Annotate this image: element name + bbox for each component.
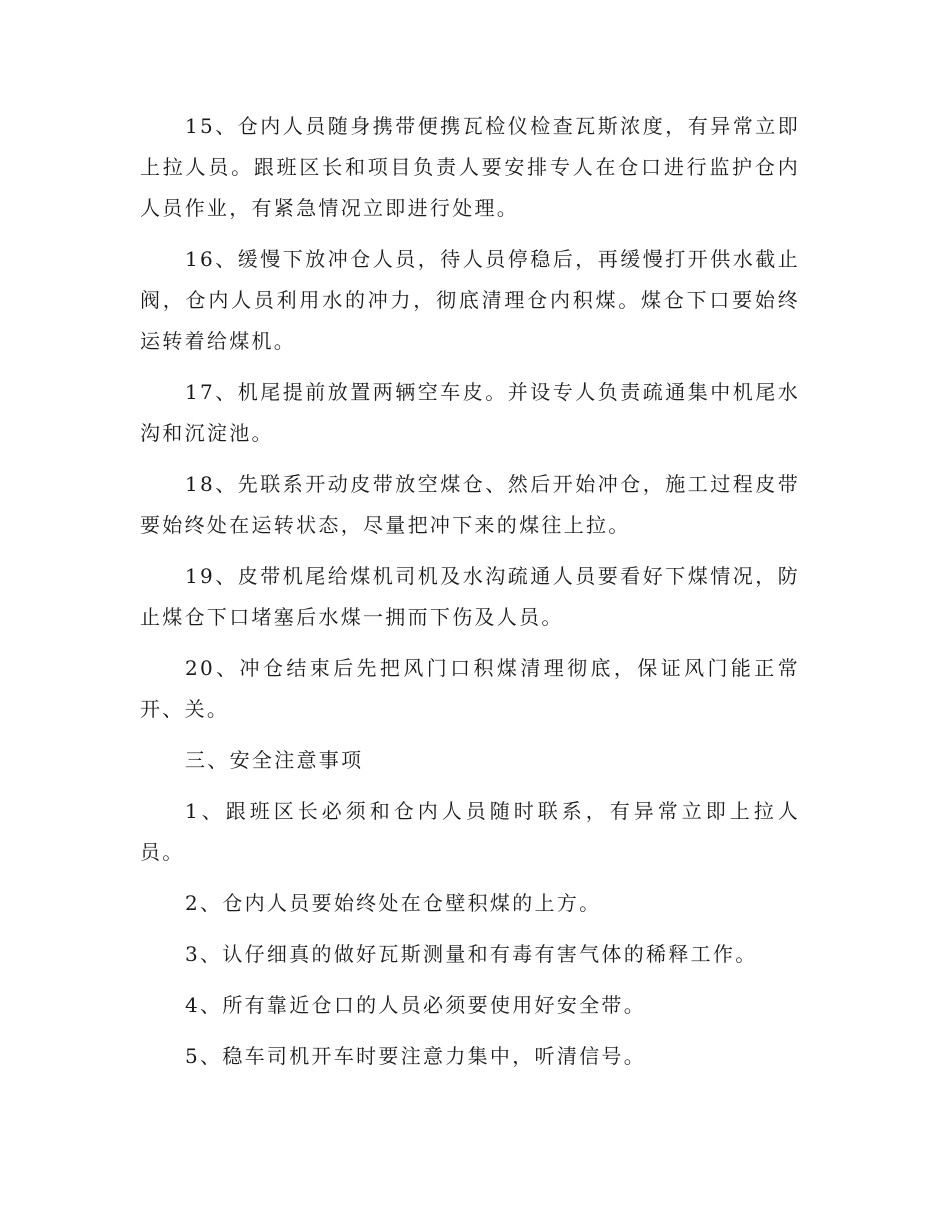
paragraph-item-15: 15、仓内人员随身携带便携瓦检仪检查瓦斯浓度，有异常立即上拉人员。跟班区长和项目负责人要安排专人在仓口进行监护仓内人员作业，有紧急情况立即进行处理。 xyxy=(140,114,800,220)
safety-item-4: 4、所有靠近仓口的人员必须要使用好安全带。 xyxy=(185,993,647,1017)
paragraph-item-19: 19、皮带机尾给煤机司机及水沟疏通人员要看好下煤情况，防止煤仓下口堵塞后水煤一拥而下伤及人员。 xyxy=(140,564,800,629)
safety-item-5: 5、稳车司机开车时要注意力集中，听清信号。 xyxy=(185,1044,647,1068)
safety-item-2: 2、仓内人员要始终处在仓壁积煤的上方。 xyxy=(185,891,602,915)
safety-item-1: 1、跟班区长必须和仓内人员随时联系，有异常立即上拉人员。 xyxy=(140,799,800,864)
paragraph-item-20: 20、冲仓结束后先把风门口积煤清理彻底，保证风门能正常开、关。 xyxy=(140,656,800,721)
paragraph-item-18: 18、先联系开动皮带放空煤仓、然后开始冲仓，施工过程皮带要始终处在运转状态，尽量把冲下来的煤往上拉。 xyxy=(140,472,800,537)
paragraph-item-16: 16、缓慢下放冲仓人员，待人员停稳后，再缓慢打开供水截止阀，仓内人员利用水的冲力，彻底清理仓内积煤。煤仓下口要始终运转着给煤机。 xyxy=(140,247,800,353)
document-body xyxy=(140,106,800,1087)
section-heading-safety: 三、安全注意事项 xyxy=(185,748,364,772)
safety-item-3: 3、认仔细真的做好瓦斯测量和有毒有害气体的稀释工作。 xyxy=(185,942,758,966)
paragraph-item-17: 17、机尾提前放置两辆空车皮。并设专人负责疏通集中机尾水沟和沉淀池。 xyxy=(140,380,800,445)
